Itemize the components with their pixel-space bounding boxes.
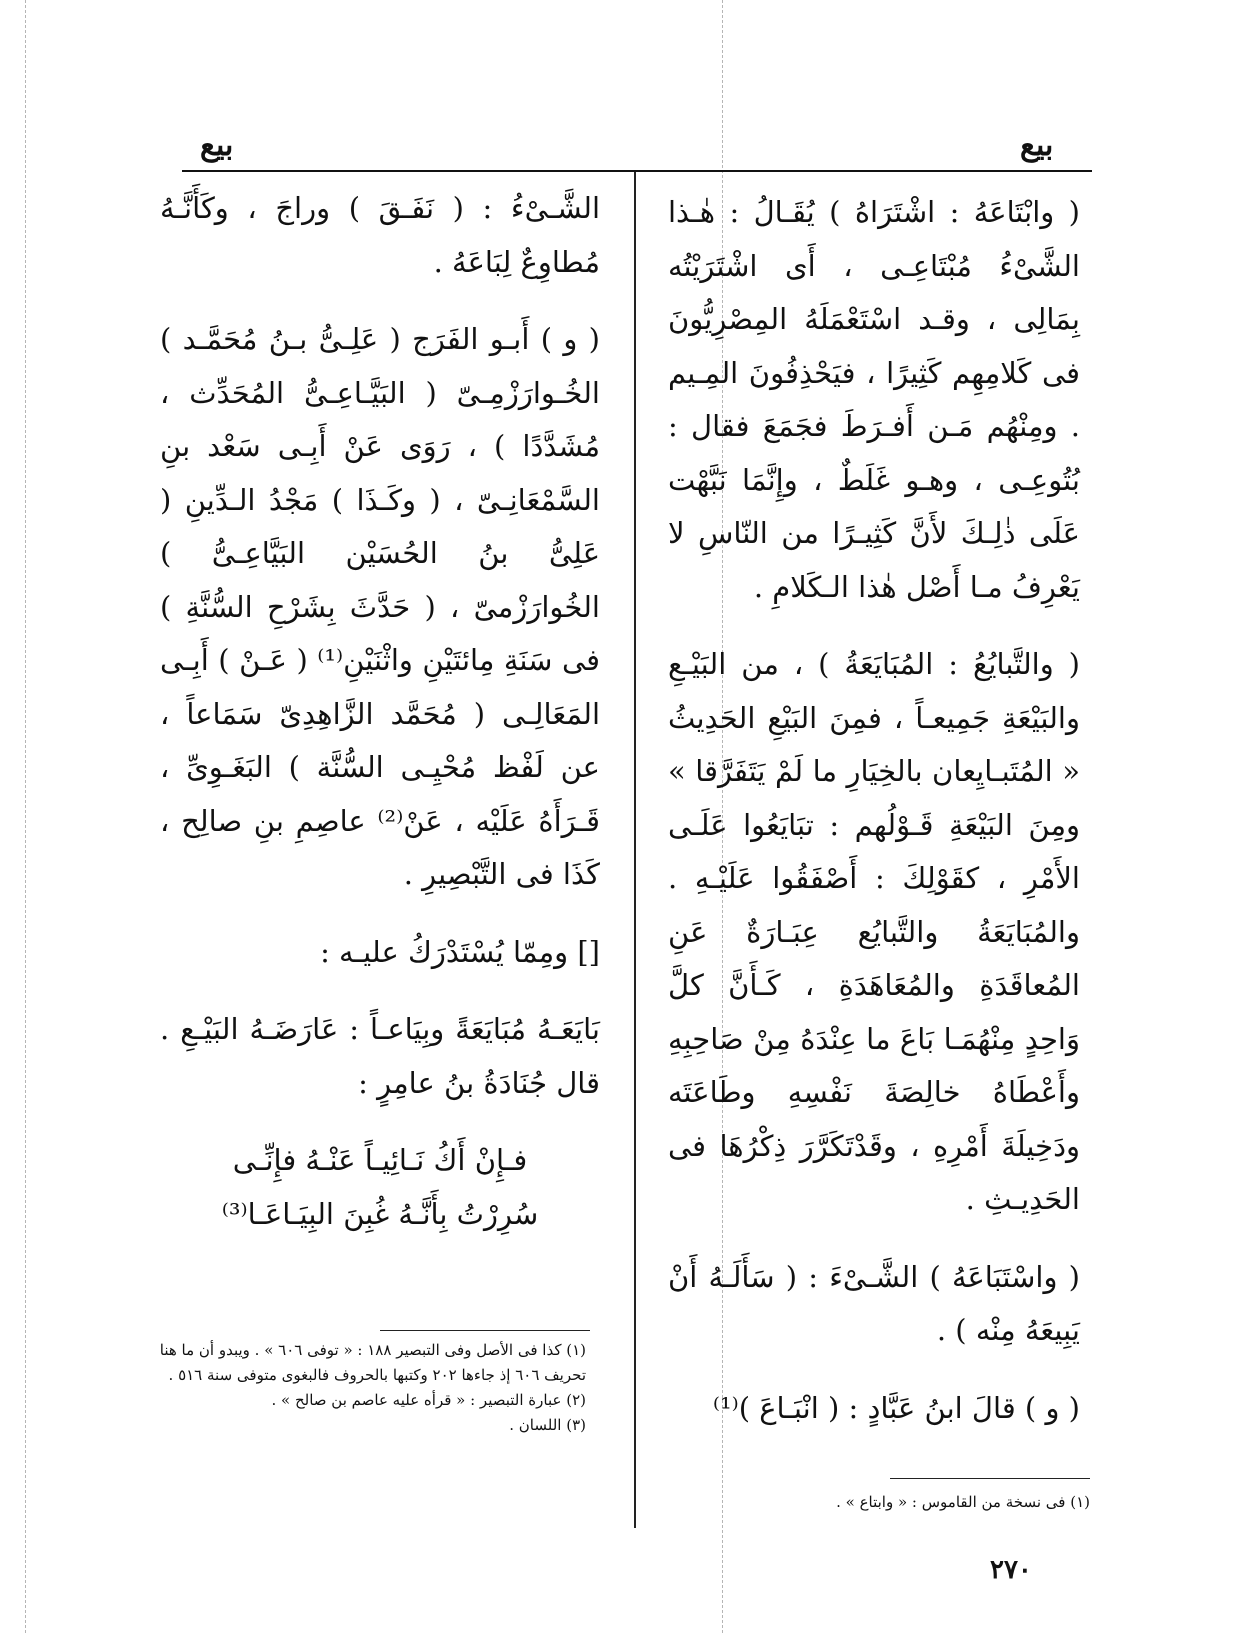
entry-paragraph: ( و ) قالَ ابنُ عَبَّادٍ : ( انْبَـاعَ )⁽¹⁾ xyxy=(712,1390,1080,1425)
verse-line: سُرِرْتُ بِأَنَّـهُ غُبِنَ البِيَـاعَـا⁽³⁾ xyxy=(221,1196,539,1231)
footnotes-right xyxy=(790,1490,1090,1515)
header-word-left: بيع xyxy=(200,128,234,163)
footnote: (١) فى نسخة من القاموس : « وابتاع » . xyxy=(836,1493,1090,1511)
footnote: (١) كذا فى الأصل وفى التبصير ١٨٨ : « توفى ٦٠٦ » . ويبدو أن ما هنا تحريف ٦٠٦ إذ جاءها ٢٠٢ وكتبها بالحروف فالبغوى متوفى سنة ٥١٦ . xyxy=(159,1341,586,1384)
entry-paragraph: الشَّـىْءُ : ( نَفَـقَ ) وراجَ ، وكَأَنَّـهُ مُطاوِعٌ لِبَاعَهُ . xyxy=(160,191,600,279)
entry-paragraph: ( وابْتَاعَهُ : اشْتَرَاهُ ) يُقَـالُ : هٰـذا الشَّىْءُ مُبْتَاعِـى ، أَى اشْتَرَيْتُه بِمَالِى ، وقـد اسْتَعْمَلَهُ المِصْرِيُّونَ فى كَلامِهِم كَثِيرًا ، فيَحْذِفُونَ المِـيم . ومِنْهُم مَـن أَفـرَطَ فجَمَعَ فقال : بُتُوعِـى ، وهـو غَلَطٌ ، وإِنَّمَا نَبَّهْت عَلَى ذٰلِـكَ لأَنَّ كَثِيـرًا من النّاسِ لا يَعْرِفُ مـا أَصْل هٰذا الـكَلامِ . xyxy=(668,195,1080,604)
page-number: ٢٧٠ xyxy=(990,1555,1032,1585)
footnote-rule xyxy=(890,1478,1090,1479)
header-rule xyxy=(182,170,1092,172)
header-word-right: بيع xyxy=(1020,128,1054,163)
entry-paragraph: ( واسْتَبَاعَهُ ) الشَّـىْءَ : ( سَأَلَـهُ أَنْ يَبِيعَهُ مِنْه ) . xyxy=(668,1259,1080,1347)
entry-paragraph: بَايَعَـهُ مُبَايَعَةً وبِيَاعـاً : عَارَضَـهُ البَيْـعِ . قال جُنَادَةُ بنُ عامِرٍ : xyxy=(160,1012,600,1100)
entry-paragraph: ( و ) أَبـو الفَرَج ( عَلِـىُّ بـنُ مُحَمَّـد ) الخُـوارَزْمِـىّ ( البَيَّـاعِـىُّ المُحَدِّث ، مُشَدَّدًا ) ، رَوَى عَنْ أَبِـى سَعْد بنِ السَّمْعَانِـىّ ، ( وكَـذَا ) مَجْدُ الـدِّينِ ( عَلِىُّ بنُ الحُسَيْن البَيَّاعِـىُّ ) الخُوارَزْمىّ ، ( حَدَّثَ بِشَرْحِ السُّنَّةِ ) فى سَنَةِ مِائتَيْنِ واثْنَيْنِ⁽¹⁾ ( عَـنْ ) أَبِـى المَعَالِـى ( مُحَمَّد الزَّاهِدِىّ سَمَاعاً ، عن لَفْظ مُحْيِـى السُّنَّة ) البَغَـوِىِّ ، قَـرَأَهُ عَلَيْه ، عَنْ⁽²⁾ عاصِمِ بنِ صالِح ، كَذَا فى التَّبْصِيرِ . xyxy=(160,322,601,891)
footnotes-left xyxy=(156,1338,586,1438)
supplement-heading: [] ومِمّا يُسْتَدْرَكُ عليـه : xyxy=(320,934,600,969)
entry-paragraph: ( والتَّبايُعُ : المُبَايَعَةُ ) ، من البَيْـعِ والبَيْعَةِ جَمِيعـاً ، فمِنَ البَيْعِ الحَدِيثُ « المُتَبـايِعان بالخِيَارِ ما لَمْ يَتَفَرَّقا » ومِنَ البَيْعَةِ قَـوْلُهم : تبَايَعُوا عَلَـى الأَمْرِ ، كقَوْلِكَ : أَصْفَقُوا عَلَيْـهِ . والمُبَايَعَةُ والتَّبايُع عِبَـارَةٌ عَنِ المُعاقَدَةِ والمُعَاهَدَةِ ، كَـأَنَّ كلَّ وَاحِدٍ مِنْهُمَـا بَاعَ ما عِنْدَهُ مِنْ صَاحِبِهِ وأَعْطَاهُ خالِصَةَ نَفْسِهِ وطَاعَتَه ودَخِيلَةَ أَمْرِهِ ، وقَدْتَكَرَّرَ ذِكْرُهَا فى الحَدِيـثِ . xyxy=(668,647,1080,1216)
footnote-rule xyxy=(380,1330,590,1331)
column-divider xyxy=(634,172,636,1528)
scan-artifact-line xyxy=(25,0,26,1633)
verse-line: فـإِنْ أَكُ نَـائِيـاً عَنْـهُ فإِنِّـى xyxy=(232,1143,528,1177)
footnote: (٣) اللسان . xyxy=(509,1416,586,1434)
footnote: (٢) عبارة التبصير : « قرأه عليه عاصم بن صالح » . xyxy=(271,1391,586,1409)
right-column xyxy=(668,186,1080,1459)
left-column xyxy=(160,182,600,1241)
